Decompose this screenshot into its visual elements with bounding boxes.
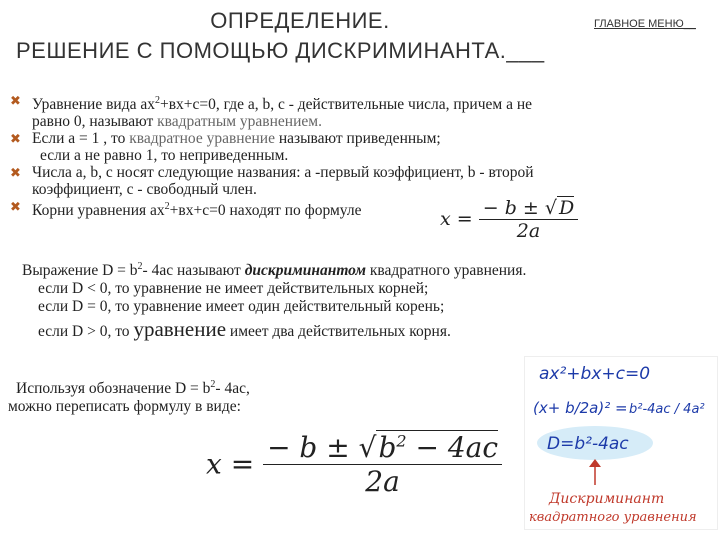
bullet-x-icon: ✖ — [10, 94, 21, 109]
quadratic-formula-short: x = $\frac{- b \pm √ D}{2a}$ — [440, 196, 578, 242]
bullet-x-icon: ✖ — [10, 166, 21, 182]
bullet-item: ✖ Корни уравнения $ax^2+вx+c=0$ находят по формуле — [10, 200, 362, 220]
bullet-item: ✖ Числа a, b, c носят следующие названия: a -первый коэффициент, b - второй коэффициент, c - свободный член. — [10, 164, 534, 199]
handwritten-notes-svg — [525, 357, 717, 529]
arrow-head-icon — [589, 459, 601, 467]
handwritten-eq2-lhs: (x+ b/2a)² = — [533, 399, 628, 417]
handwritten-eq3: D=b²-4ac — [547, 434, 629, 454]
handwritten-eq2-rhs: b²-4ac / 4a² — [629, 402, 705, 417]
definition-bullets — [10, 92, 710, 219]
bullet-x-icon: ✖ — [10, 200, 21, 216]
quadratic-formula-full: x = $\frac{- b \pm √b^2 - 4ac}{2a}$ — [206, 430, 502, 498]
handwritten-caption2: квадратного уравнения — [529, 510, 697, 525]
using-notation-text: Используя обозначение $D = b^2-$ 4ac, можно переписать формулу в виде: — [8, 379, 250, 416]
discriminant-section: Выражение $D = b^2-$ 4ac называют дискриминантом квадратного уравнения. если D < 0, то уравнение не имеет действительных корней; если D = 0, то уравнение имеет один действительный корень; если D > 0, то уравнение имеет два действительных корня. — [22, 261, 527, 342]
page-title-line2: РЕШЕНИЕ С ПОМОЩЬЮ ДИСКРИМИНАНТА.___ — [16, 38, 545, 63]
handwritten-notes-image — [524, 356, 718, 530]
handwritten-caption1: Дискриминант — [549, 491, 665, 507]
main-menu-link[interactable]: ГЛАВНОЕ МЕНЮ__ — [594, 18, 696, 30]
bullet-x-icon: ✖ — [10, 132, 21, 148]
handwritten-eq1: ax²+bx+c=0 — [539, 364, 651, 384]
bullet-item: ✖ Если а = 1 , то квадратное уравнение называют приведенным; если а не равно 1, то неприведенным. — [10, 130, 441, 165]
bullet-item: ✖ Уравнение вида $ax^2+вx+c=0$, где a, b, c - действительные числа, причем а не равно 0, называют квадратным уравнением. — [10, 94, 532, 131]
page-title-line1: ОПРЕДЕЛЕНИЕ. — [210, 8, 390, 33]
